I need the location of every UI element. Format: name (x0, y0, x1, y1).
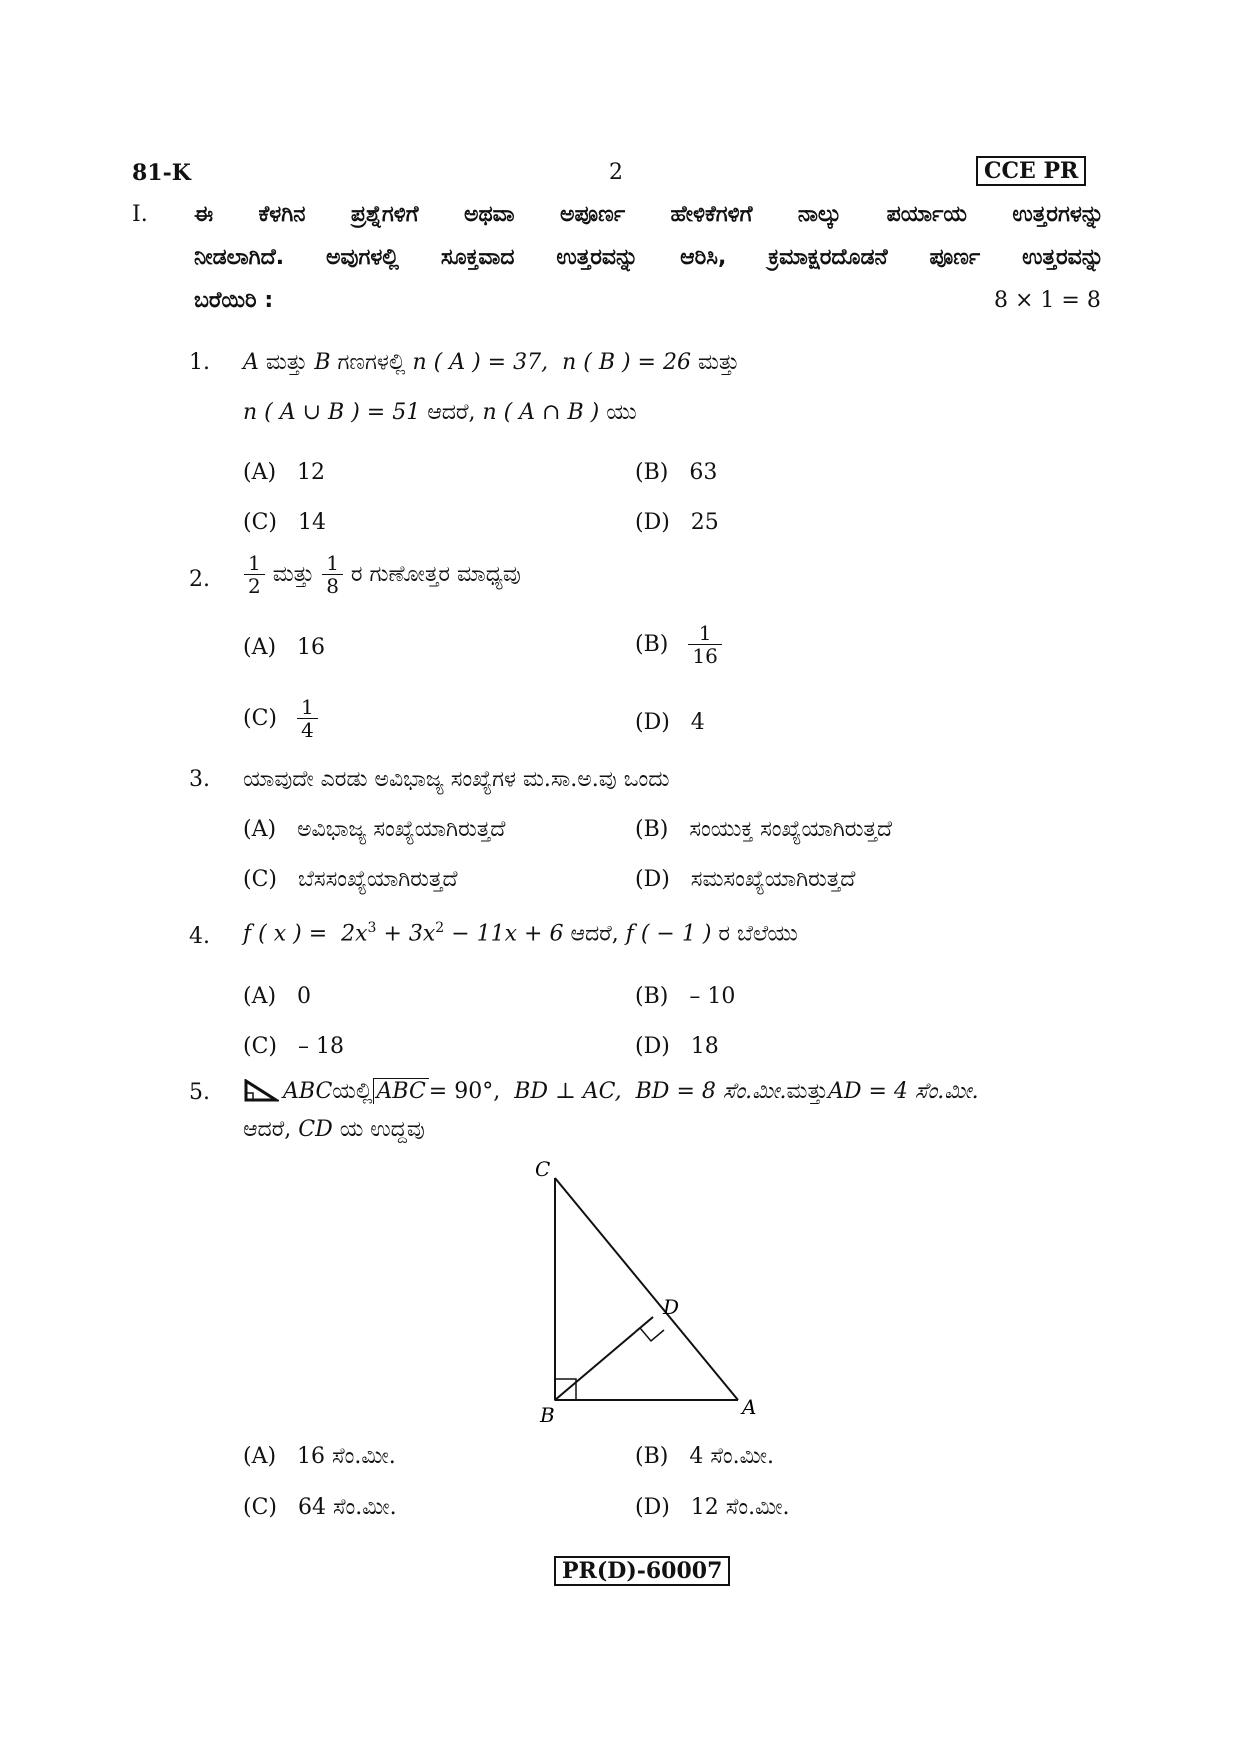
question-5-number: 5. (189, 1080, 210, 1105)
q3-option-b: (B) ಸಂಯುಕ್ತ ಸಂಖ್ಯೆಯಾಗಿರುತ್ತದೆ (635, 817, 893, 842)
triangle-abc (555, 1178, 738, 1400)
q4-option-b: (B) – 10 (635, 984, 736, 1009)
q3-option-d: (D) ಸಮಸಂಖ್ಯೆಯಾಗಿರುತ್ತದೆ (635, 867, 856, 892)
q2-option-a: (A) 16 (243, 635, 326, 660)
fraction-eighth: $\frac{1}{8}$ (322, 552, 343, 597)
angle-abc: ABC (373, 1078, 429, 1104)
section-instruction-line1: ಈ ಕೆಳಗಿನ ಪ್ರಶ್ನೆಗಳಿಗೆ ಅಥವಾ ಅಪೂರ್ಣ ಹೇಳಿಕೆಗಳಿಗೆ ನಾಲ್ಕು ಪರ್ಯಾಯ ಉತ್ತರಗಳನ್ನು (194, 202, 1104, 227)
q2-option-c: (C) $\frac{1}{4}$ (243, 696, 322, 741)
question-2-text: $\frac{1}{2}$ ಮತ್ತು $\frac{1}{8}$ ರ ಗುಣೋತ್ತರ ಮಾಧ್ಯವು (240, 552, 521, 597)
q1-option-b: (B) 63 (635, 460, 718, 485)
q1-option-c: (C) 14 (243, 510, 326, 535)
series-badge: CCE PR (976, 156, 1086, 186)
altitude-bd (555, 1317, 653, 1400)
vertex-label-c: C (535, 1157, 551, 1181)
fraction-half: $\frac{1}{2}$ (244, 552, 265, 597)
section-number: I. (132, 202, 148, 227)
section-instruction-line3: ಬರೆಯಿರಿ : (194, 288, 274, 313)
question-1-number: 1. (189, 350, 210, 375)
q3-option-c: (C) ಬೆಸಸಂಖ್ಯೆಯಾಗಿರುತ್ತದೆ (243, 867, 458, 892)
question-4-number: 4. (189, 924, 210, 949)
question-3-text: ಯಾವುದೇ ಎರಡು ಅವಿಭಾಜ್ಯ ಸಂಖ್ಯೆಗಳ ಮ.ಸಾ.ಅ.ವು ಒಂದು (243, 767, 670, 792)
q4-option-c: (C) – 18 (243, 1034, 344, 1059)
right-angle-d (640, 1317, 664, 1341)
triangle-symbol-icon (243, 1079, 279, 1103)
question-2-number: 2. (189, 567, 210, 592)
question-3-number: 3. (189, 767, 210, 792)
section-marks: 8 × 1 = 8 (994, 288, 1101, 313)
vertex-label-a: A (742, 1395, 757, 1419)
question-1-line2: n ( A ∪ B ) = 51 ಆದರೆ, n ( A ∩ B ) ಯು (243, 400, 637, 425)
triangle-figure (530, 1150, 770, 1430)
q3-option-a: (A) ಅವಿಭಾಜ್ಯ ಸಂಖ್ಯೆಯಾಗಿರುತ್ತದೆ (243, 817, 506, 842)
q5-option-d: (D) 12 ಸೆಂ.ಮೀ. (635, 1495, 790, 1520)
q5-option-b: (B) 4 ಸೆಂ.ಮೀ. (635, 1444, 774, 1469)
vertex-label-b: B (540, 1403, 555, 1427)
question-1-line1: A ಮತ್ತು B ಗಣಗಳಲ್ಲಿ n ( A ) = 37, n ( B ) = 26 ಮತ್ತು (243, 350, 740, 375)
question-4-text: f ( x ) = $2x^3 + 3x^2 - 11x + 6$ ಆದರೆ, f ( − 1 ) ರ ಬೆಲೆಯು (243, 920, 798, 947)
q2-option-d: (D) 4 (635, 710, 705, 735)
page-number: 2 (609, 160, 623, 185)
q4-option-d: (D) 18 (635, 1034, 719, 1059)
paper-code: 81-K (132, 160, 191, 186)
section-instruction-line2: ನೀಡಲಾಗಿದೆ. ಅವುಗಳಲ್ಲಿ ಸೂಕ್ತವಾದ ಉತ್ತರವನ್ನು ಆರಿಸಿ, ಕ್ರಮಾಕ್ಷರದೊಡನೆ ಪೂರ್ಣ ಉತ್ತರವನ್ನು (194, 245, 1104, 270)
question-5-line2: ಆದರೆ, CD ಯ ಉದ್ದವು (243, 1117, 425, 1142)
q2-option-b: (B) $\frac{1}{16}$ (635, 622, 726, 667)
q5-option-c: (C) 64 ಸೆಂ.ಮೀ. (243, 1495, 397, 1520)
footer-code: PR(D)-60007 (554, 1556, 730, 1586)
vertex-label-d: D (663, 1295, 680, 1319)
q5-option-a: (A) 16 ಸೆಂ.ಮೀ. (243, 1444, 396, 1469)
question-5-line1: ABC ಯಲ್ಲಿ ABC = 90°, BD ⊥ AC, BD = 8 ಸೆಂ.ಮೀ. ಮತ್ತು AD = 4 ಸೆಂ.ಮೀ. (243, 1078, 979, 1104)
q4-option-a: (A) 0 (243, 984, 312, 1009)
q1-option-d: (D) 25 (635, 510, 719, 535)
q1-option-a: (A) 12 (243, 460, 326, 485)
